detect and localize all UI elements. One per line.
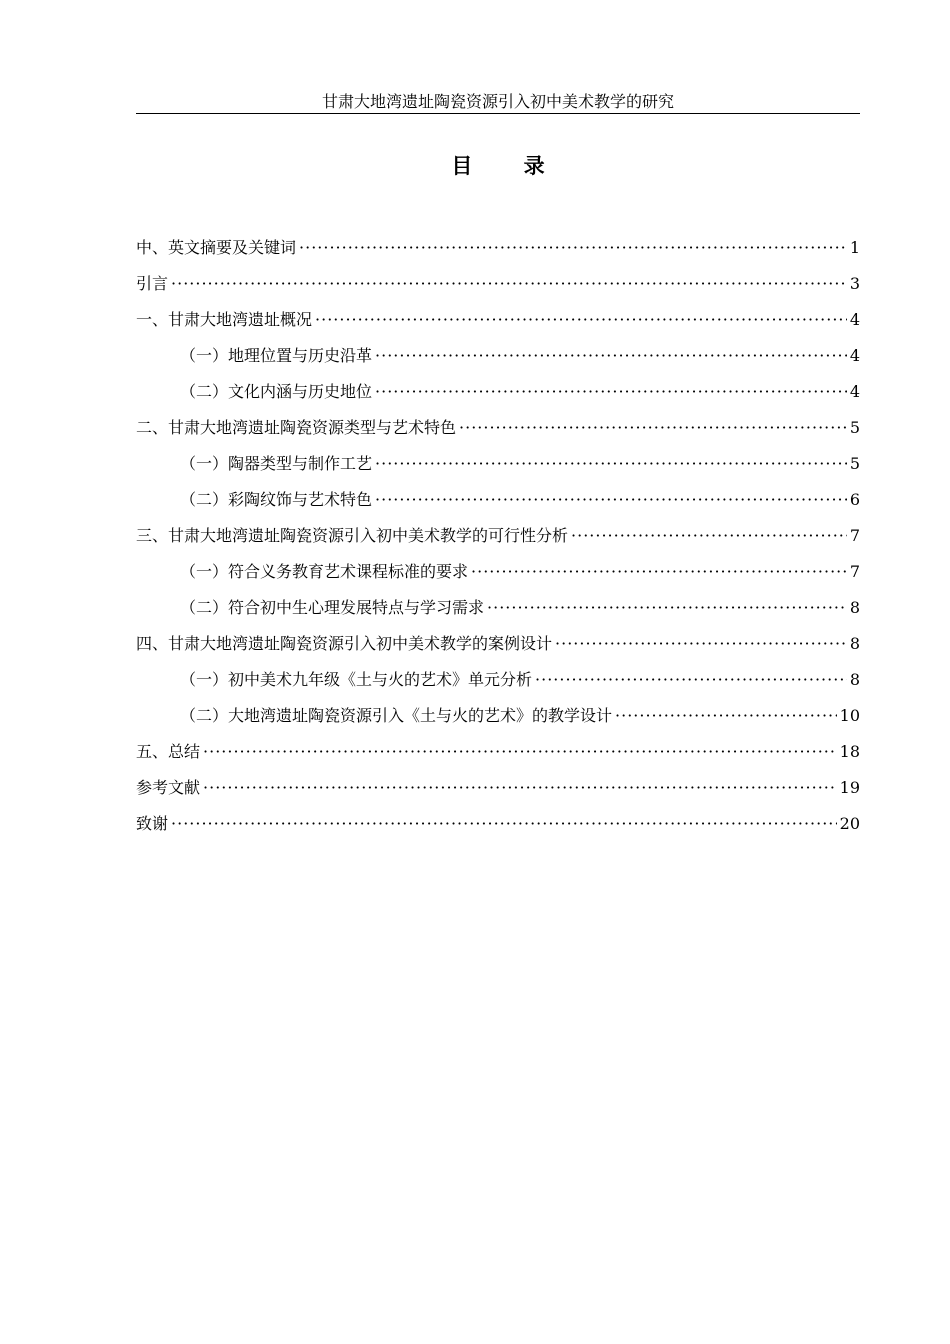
toc-entry-page: 8 <box>849 634 860 653</box>
toc-entry-label: （二）彩陶纹饰与艺术特色 <box>180 490 373 509</box>
toc-entry-page: 5 <box>849 418 860 437</box>
toc-dot-leader <box>171 814 837 834</box>
toc-entry-page: 1 <box>849 238 860 257</box>
toc-dot-leader <box>375 346 847 366</box>
toc-dot-leader <box>615 706 837 726</box>
toc-entry-label: 参考文献 <box>136 778 201 797</box>
toc-entry[interactable] <box>136 778 860 814</box>
toc-entry-label: 中、英文摘要及关键词 <box>136 238 297 257</box>
toc-entry-page: 4 <box>849 382 860 401</box>
toc-entry-label: 三、甘肃大地湾遗址陶瓷资源引入初中美术教学的可行性分析 <box>136 526 569 545</box>
toc-dot-leader <box>535 670 847 690</box>
toc-entry-page: 7 <box>849 526 860 545</box>
toc-entry[interactable] <box>136 418 860 454</box>
toc-entry-label: （二）文化内涵与历史地位 <box>180 382 373 401</box>
toc-dot-leader <box>375 454 847 474</box>
toc-dot-leader <box>171 274 847 294</box>
toc-entry[interactable] <box>136 526 860 562</box>
toc-entry-page: 19 <box>839 778 860 797</box>
toc-entry-label: （一）初中美术九年级《土与火的艺术》单元分析 <box>180 670 533 689</box>
toc-title: 目 录 <box>451 153 567 178</box>
toc-entry[interactable] <box>136 634 860 670</box>
toc-entry-page: 3 <box>849 274 860 293</box>
toc-entry-page: 18 <box>839 742 860 761</box>
toc-subentry[interactable] <box>136 346 860 382</box>
toc-entry-label: 五、总结 <box>136 742 201 761</box>
toc-subentry[interactable] <box>136 454 860 490</box>
toc-dot-leader <box>299 238 847 258</box>
toc-entry-label: （一）符合义务教育艺术课程标准的要求 <box>180 562 469 581</box>
toc-entry[interactable] <box>136 310 860 346</box>
toc-dot-leader <box>315 310 847 330</box>
toc-entry-label: 二、甘肃大地湾遗址陶瓷资源类型与艺术特色 <box>136 418 457 437</box>
toc-entry-label: （一）陶器类型与制作工艺 <box>180 454 373 473</box>
toc-entry-label: （二）符合初中生心理发展特点与学习需求 <box>180 598 485 617</box>
toc-dot-leader <box>203 778 837 798</box>
toc-entry-page: 8 <box>849 670 860 689</box>
toc-dot-leader <box>203 742 837 762</box>
toc-entry[interactable] <box>136 742 860 778</box>
toc-dot-leader <box>375 382 847 402</box>
toc-list <box>136 238 860 850</box>
toc-entry-page: 7 <box>849 562 860 581</box>
toc-entry-page: 6 <box>849 490 860 509</box>
toc-entry-label: （一）地理位置与历史沿革 <box>180 346 373 365</box>
toc-subentry[interactable] <box>136 490 860 526</box>
toc-dot-leader <box>471 562 847 582</box>
toc-entry-page: 5 <box>849 454 860 473</box>
toc-entry[interactable] <box>136 274 860 310</box>
toc-entry-label: 引言 <box>136 274 169 293</box>
toc-entry-label: 致谢 <box>136 814 169 833</box>
toc-entry-page: 4 <box>849 346 860 365</box>
toc-subentry[interactable] <box>136 670 860 706</box>
toc-dot-leader <box>375 490 847 510</box>
toc-subentry[interactable] <box>136 562 860 598</box>
toc-entry[interactable] <box>136 814 860 850</box>
header-rule <box>136 113 860 114</box>
toc-entry-page: 20 <box>839 814 860 833</box>
toc-entry-page: 8 <box>849 598 860 617</box>
toc-subentry[interactable] <box>136 706 860 742</box>
toc-entry-label: 四、甘肃大地湾遗址陶瓷资源引入初中美术教学的案例设计 <box>136 634 553 653</box>
toc-subentry[interactable] <box>136 382 860 418</box>
toc-dot-leader <box>555 634 847 654</box>
toc-entry-page: 4 <box>849 310 860 329</box>
toc-entry[interactable] <box>136 238 860 274</box>
running-header: 甘肃大地湾遗址陶瓷资源引入初中美术教学的研究 <box>321 92 674 111</box>
toc-entry-page: 10 <box>839 706 860 725</box>
toc-dot-leader <box>487 598 847 618</box>
toc-dot-leader <box>459 418 847 438</box>
toc-entry-label: （二）大地湾遗址陶瓷资源引入《土与火的艺术》的教学设计 <box>180 706 613 725</box>
toc-subentry[interactable] <box>136 598 860 634</box>
toc-dot-leader <box>571 526 847 546</box>
toc-entry-label: 一、甘肃大地湾遗址概况 <box>136 310 313 329</box>
